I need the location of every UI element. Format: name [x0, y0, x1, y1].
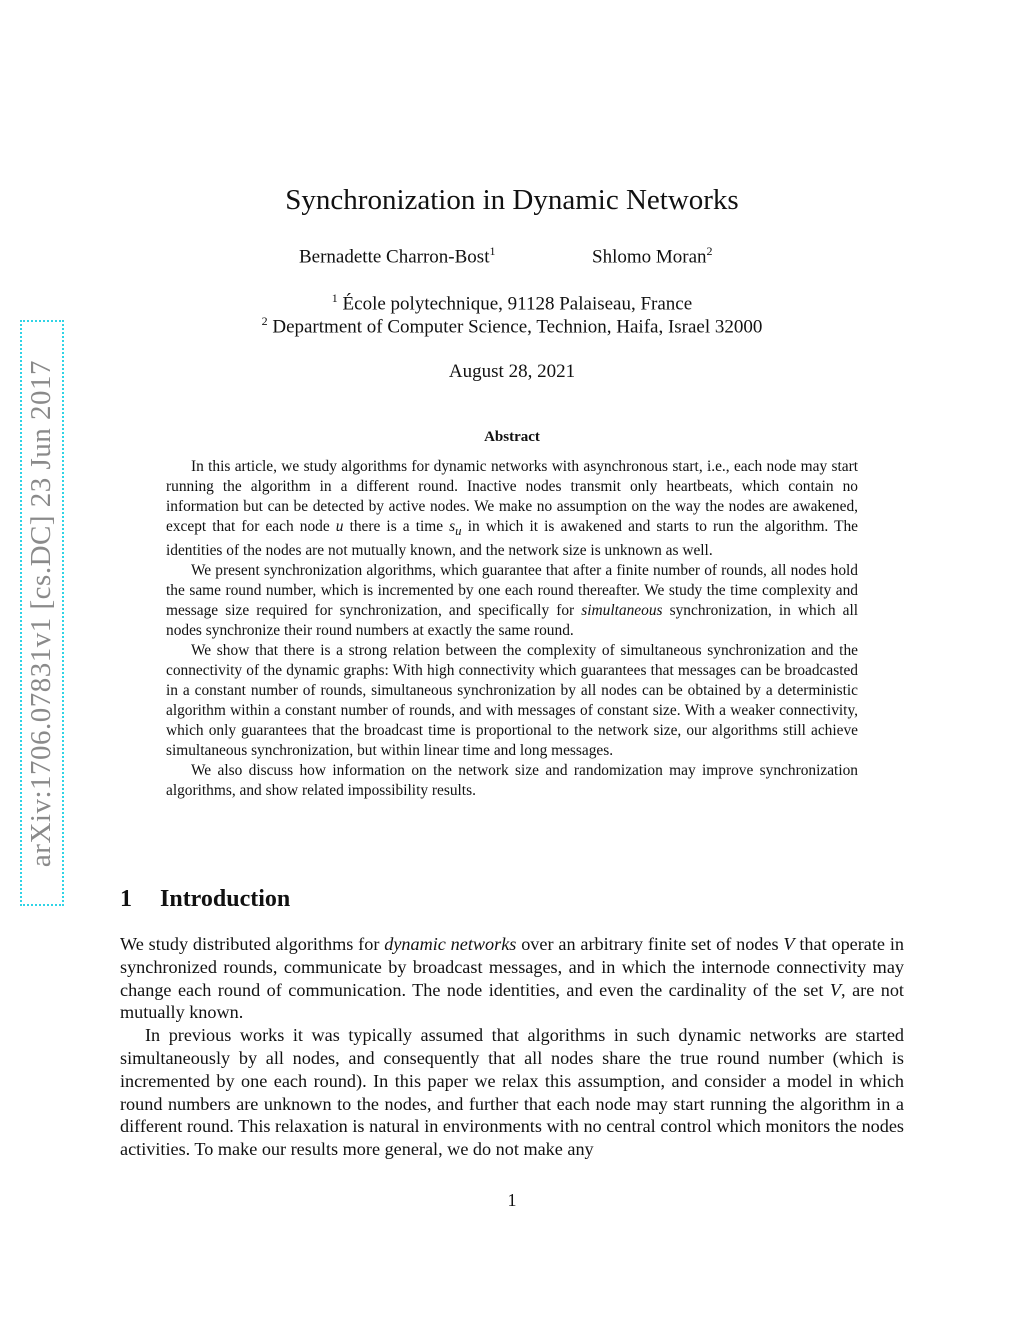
introduction-body — [120, 933, 904, 1161]
abstract-body — [166, 457, 858, 801]
section-title: Introduction — [160, 886, 291, 912]
author-2-name: Shlomo Moran — [592, 246, 707, 268]
arxiv-identifier-text: arXiv:1706.07831v1 [cs.DC] 23 Jun 2017 — [25, 359, 58, 867]
abstract-paragraph-1: In this article, we study algorithms for dynamic networks with asynchronous start, i.e., each node may start running the algorithm in a different round. Inactive nodes transmit only heartbeats, which contain no information but can be detected by active nodes. We make no assumption on the way the nodes are awakened, except that for each node u there is a time $s_u$ in which it is awakened and starts to run the algorithm. The identities of the nodes are not mutually known, and the network size is unknown as well. — [166, 458, 859, 560]
affiliation-1 — [0, 291, 1024, 315]
affiliation-2-mark: 2 — [261, 314, 268, 328]
author-2-affil-mark: 2 — [706, 244, 713, 258]
abstract-heading: Abstract — [484, 429, 540, 445]
author-2 — [592, 244, 713, 268]
affiliation-1-text: École polytechnique, 91128 Palaiseau, France — [342, 293, 693, 315]
math-variable-s: s — [449, 518, 456, 535]
abstract-paragraph-3: We show that there is a strong relation between the complexity of simultaneous synchronization and the connectivity of the dynamic graphs: With high connectivity which guarantees that messages can be broadcasted in a constant number of rounds, simultaneous synchronization by all nodes can be obtained by a deterministic algorithm within a constant number of rounds, and with messages of constant size. With a weaker connectivity, which only guarantees that the broadcast time is proportional to the network size, our algorithms still achieve simultaneous synchronization, but within linear time and long messages. — [166, 642, 858, 760]
affiliation-1-mark: 1 — [331, 291, 338, 305]
emphasis-dynamic-networks: dynamic networks — [384, 934, 517, 954]
page-number: 1 — [507, 1190, 517, 1210]
affiliation-2 — [0, 314, 1024, 338]
abstract-paragraph-2: We present synchronization algorithms, which guarantee that after a finite number of rounds, all nodes hold the same round number, which is incremented by one each round thereafter. We study the time complexity and message size required for synchronization, and specifically for simultaneous synchronization, in which all nodes synchronize their round numbers at exactly the same round. — [166, 562, 858, 640]
paper-date: August 28, 2021 — [448, 361, 576, 382]
math-variable-v: V — [783, 934, 795, 954]
intro-paragraph-2: In previous works it was typically assumed that algorithms in such dynamic networks are started simultaneously by all nodes, and consequently that all nodes share the true round number (which is incremented by one each round). In this paper we relax this assumption, and consider a model in which round numbers are unknown to the nodes, and further that each node may start running the algorithm in a different round. This relaxation is natural in environments with no central control which monitors the nodes activities. To make our results more general, we do not make any — [120, 1025, 904, 1160]
paper-title: Synchronization in Dynamic Networks — [285, 184, 739, 216]
math-subscript-u: u — [455, 524, 462, 539]
affiliation-2-text: Department of Computer Science, Technion, Haifa, Israel 32000 — [272, 316, 763, 338]
section-heading-introduction — [120, 886, 290, 913]
author-1 — [299, 244, 495, 268]
author-1-name: Bernadette Charron-Bost — [299, 246, 490, 268]
arxiv-identifier-stamp — [20, 320, 64, 906]
emphasis-simultaneous: simultaneous — [581, 602, 663, 620]
math-variable-u: u — [335, 518, 344, 535]
abstract-paragraph-4: We also discuss how information on the network size and randomization may improve synchronization algorithms, and show related impossibility results. — [166, 762, 858, 800]
author-1-affil-mark: 1 — [489, 244, 496, 258]
math-variable-v-2: V — [829, 979, 842, 1000]
section-number: 1 — [120, 886, 132, 912]
intro-paragraph-1: We study distributed algorithms for dynamic networks over an arbitrary finite set of nodes V that operate in synchronized rounds, communicate by broadcast messages, and in which the internode connectivity may change each round of communication. The node identities, and even the cardinality of the set V, are not mutually known. — [120, 934, 904, 1023]
